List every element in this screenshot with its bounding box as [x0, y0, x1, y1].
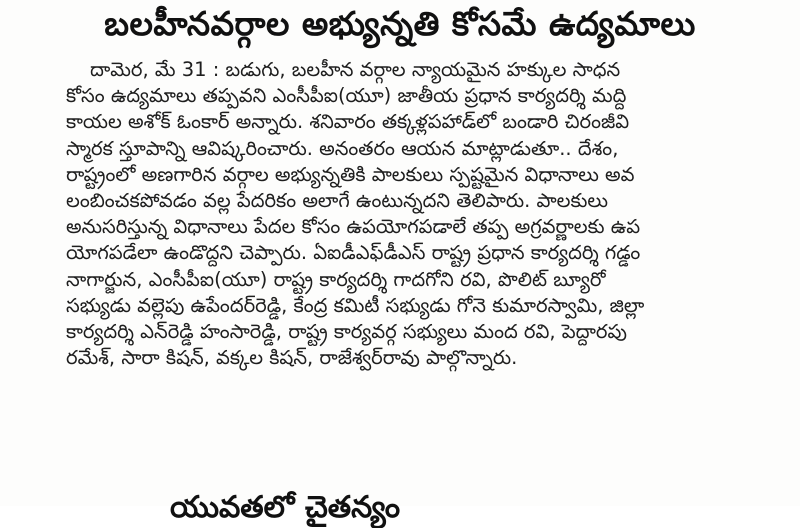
article-line: కాయల అశోక్ ఓంకార్ అన్నారు. శనివారం తక్కళ్లపహాడ్‌లో బండారి చిరంజీవి: [66, 110, 630, 134]
article-line: యోగపడేలా ఉండొద్దని చెప్పారు. ఏఐడీఎఫ్‌డీఎస్ రాష్ట్ర ప్రధాన కార్యదర్శి గడ్డం: [66, 241, 641, 265]
article-line: నాగార్జున, ఎంసీపీఐ(యూ) రాష్ట్ర కార్యదర్శి గాదగోని రవి, పొలిట్ బ్యూరో: [66, 267, 606, 291]
article-line: దామెర, మే 31 : బడుగు, బలహీన వర్గాల న్యాయమైన హక్కుల సాధన: [90, 58, 621, 81]
article-line: రాష్ట్రంలో అణగారిన వర్గాల అభ్యున్నతికి పాలకులు స్పష్టమైన విధానాలు అవ: [66, 162, 635, 186]
article-line: అనుసరిస్తున్న విధానాలు పేదల కోసం ఉపయోగపడాలే తప్ప అగ్రవర్ణాలకు ఉప: [66, 215, 641, 239]
article-line: లంబించకపోవడం వల్ల పేదరికం అలాగే ఉంటున్నదని తెలిపారు. పాలకులు: [66, 188, 608, 212]
article-headline: బలహీనవర్గాల అభ్యున్నతి కోసమే ఉద్యమాలు: [104, 4, 696, 43]
article-body: [66, 57, 788, 371]
article-line: కోసం ఉద్యమాలు తప్పవని ఎంసీపీఐ(యూ) జాతీయ ప్రధాన కార్యదర్శి మద్ది: [66, 84, 627, 108]
article-line: స్మారక స్తూపాన్ని ఆవిష్కరించారు. అనంతరం ఆయన మాట్లాడుతూ.. దేశం,: [66, 136, 619, 160]
next-article-headline-partial: యువతలో చైతన్యం: [170, 490, 401, 525]
article-line: కార్యదర్శి ఎన్‌రెడ్డి హంసారెడ్డి, రాష్ట్ర కార్యవర్గ సభ్యులు మంద రవి, పెద్దారపు: [66, 319, 627, 343]
article-line: రమేశ్, సారా కిషన్, వక్కల కిషన్, రాజేశ్వర్‌రావు పాల్గొన్నారు.: [66, 346, 518, 370]
article-line: సభ్యుడు వల్లెపు ఉపేందర్‌రెడ్డి, కేంద్ర కమిటీ సభ్యుడు గోనె కుమారస్వామి, జిల్లా: [66, 293, 645, 317]
